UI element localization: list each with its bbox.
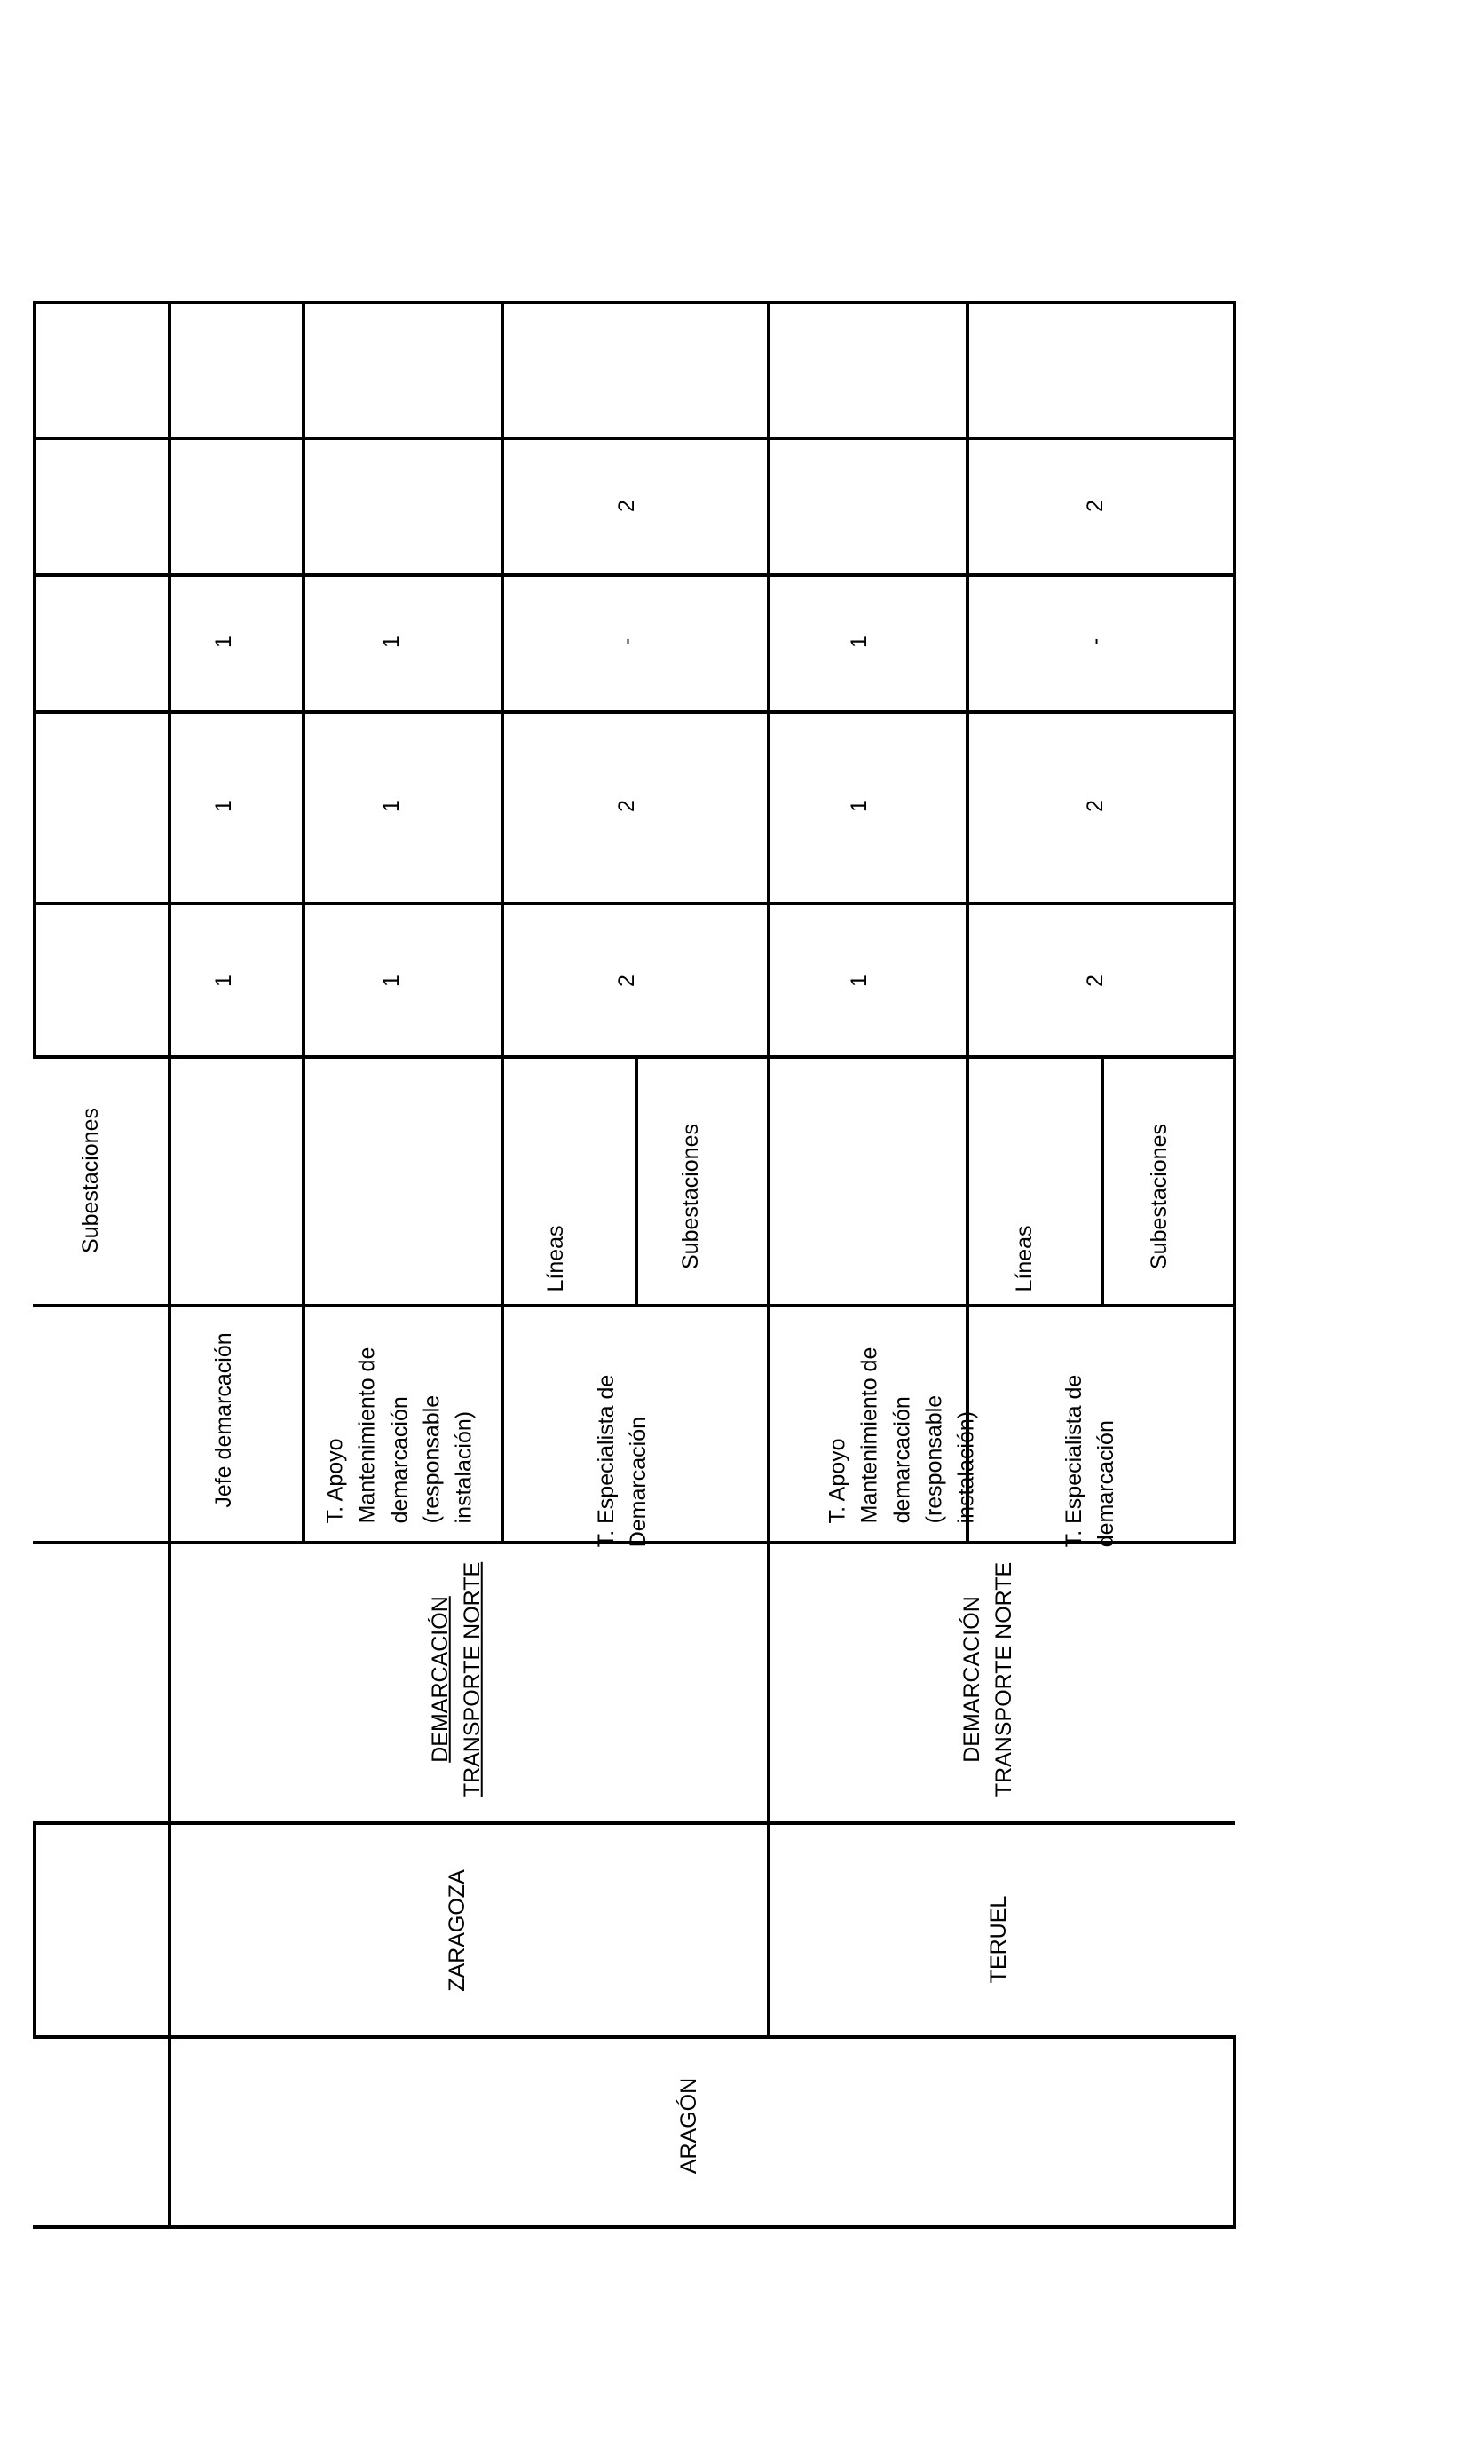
table-rule [635,1055,638,1307]
demarcacion-line-2: TRANSPORTE NORTE [460,1561,485,1797]
value-cell: 1 [846,800,872,812]
table-rule [33,301,36,1057]
puesto-t-apoyo: T. Apoyo Mantenimiento de demarcación (responsable instalación) [825,1347,979,1524]
table-rule [33,1821,1235,1825]
value-cell: 1 [846,636,872,648]
table-rule [501,301,504,1544]
table-rule [33,1055,1235,1059]
tipo-subestaciones: Subestaciones [1146,1123,1172,1270]
table-rule [33,1821,36,2039]
value-cell: 2 [1082,800,1108,812]
tipo-subestaciones: Subestaciones [677,1123,703,1270]
table-rule [767,2035,1235,2039]
table-rule [1233,2035,1236,2229]
table-rule [1233,301,1236,1544]
value-cell: 1 [378,636,404,648]
value-cell: 2 [613,500,639,512]
value-cell: - [613,637,639,646]
table-rule [33,2035,767,2039]
value-cell: - [1082,637,1108,646]
table-rule [302,301,305,1544]
value-cell: 2 [1082,975,1108,987]
puesto-t-apoyo: T. Apoyo Mantenimiento de demarcación (responsable instalación) [322,1347,477,1524]
table-rule [1101,1055,1104,1307]
value-cell: 1 [210,636,236,648]
puesto-t-especialista: T. Especialista de demarcación [1061,1374,1118,1548]
tipo-lineas: Líneas [542,1225,568,1292]
tipo-lineas: Líneas [1011,1225,1037,1292]
region-label: ARAGÓN [675,2077,701,2175]
value-cell: 2 [613,800,639,812]
table-rule [33,437,1235,440]
table-rule [33,301,1235,304]
demarcacion-line-1: DEMARCACIÓN [427,1596,453,1763]
puesto-jefe-demarcacion: Jefe demarcación [210,1332,236,1508]
table-rule [33,710,1235,714]
puesto-t-especialista: T. Especialista de Demarcación [593,1374,651,1548]
value-cell: 2 [613,975,639,987]
province-zaragoza: ZARAGOZA [444,1869,470,1992]
demarcacion-line-2: TRANSPORTE NORTE [991,1561,1016,1797]
value-cell: 1 [378,975,404,987]
table-rule [168,2225,1235,2229]
table-rule [33,902,1235,905]
demarcacion-line-1: DEMARCACIÓN [959,1596,984,1763]
demarcacion-zaragoza [424,1562,489,1797]
value-cell: 1 [378,800,404,812]
table-rule [767,301,770,2039]
table-rule [168,301,171,2229]
value-cell: 1 [846,975,872,987]
value-cell: 2 [1082,500,1108,512]
value-cell: 1 [210,800,236,812]
province-teruel: TERUEL [985,1895,1011,1984]
table-rule [33,2225,168,2229]
value-cell: 1 [210,975,236,987]
table-rule [33,573,1235,577]
header-subestaciones: Subestaciones [77,1107,103,1254]
table-rule [33,1304,1235,1307]
demarcacion-teruel [956,1562,1021,1797]
